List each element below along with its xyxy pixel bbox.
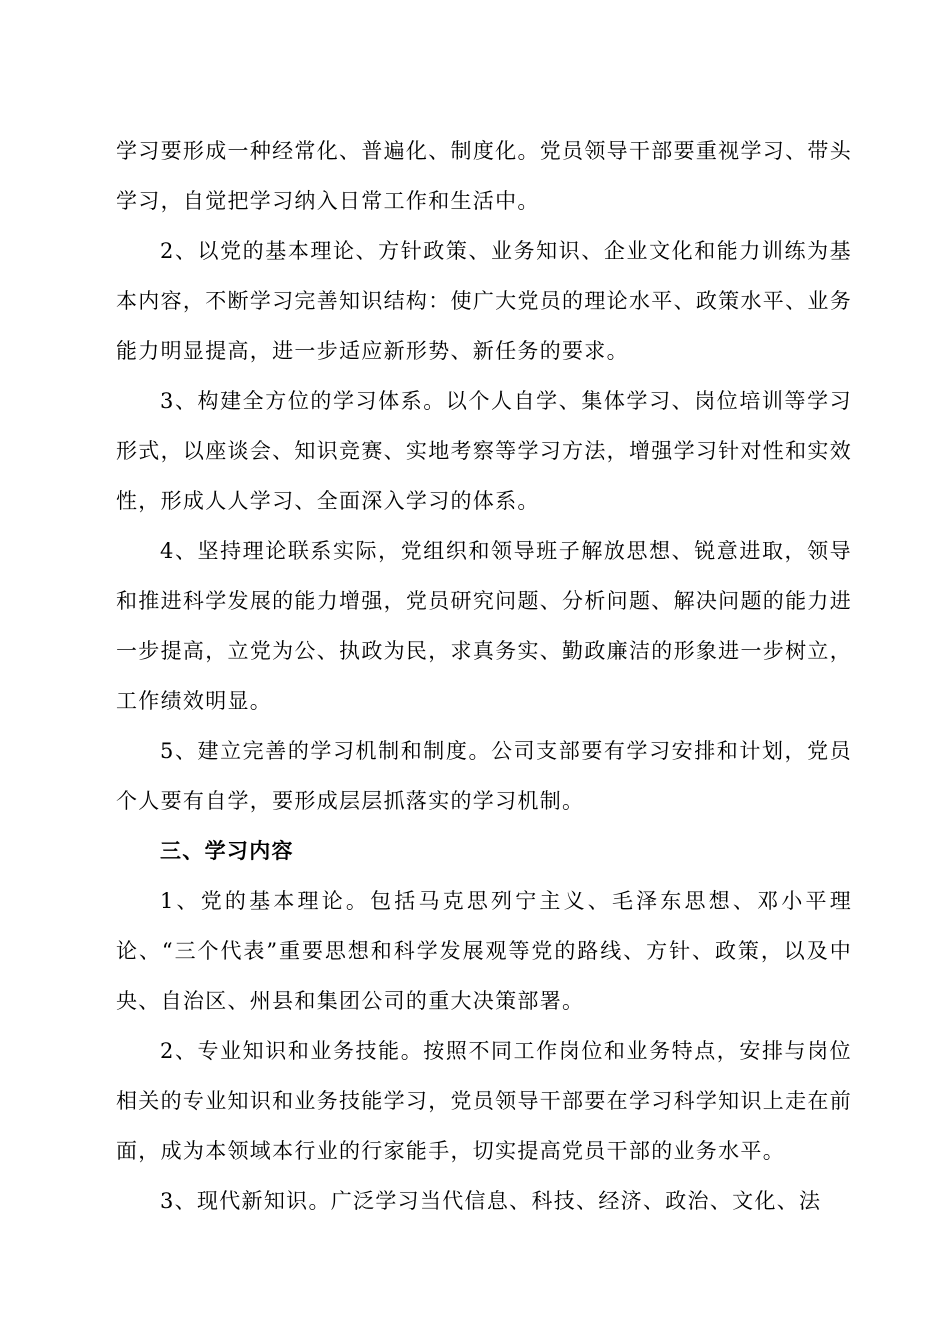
paragraph-continuation: 学习要形成一种经常化、普遍化、制度化。党员领导干部要重视学习、带头学习，自觉把学习纳入日常工作和生活中。 (116, 139, 852, 213)
paragraph-item-3: 3、构建全方位的学习体系。以个人自学、集体学习、岗位培训等学习形式，以座谈会、知识竞赛、实地考察等学习方法，增强学习针对性和实效性，形成人人学习、全面深入学习的体系。 (116, 389, 852, 513)
paragraph-content-1: 1、党的基本理论。包括马克思列宁主义、毛泽东思想、邓小平理论、“三个代表”重要思想和科学发展观等党的路线、方针、政策，以及中央、自治区、州县和集团公司的重大决策部署。 (116, 889, 852, 1013)
paragraph-item-4: 4、坚持理论联系实际，党组织和领导班子解放思想、锐意进取，领导和推进科学发展的能力增强，党员研究问题、分析问题、解决问题的能力进一步提高，立党为公、执政为民，求真务实、勤政廉洁的形象进一步树立，工作绩效明显。 (116, 539, 852, 713)
document-page (116, 126, 852, 1226)
paragraph-content-3: 3、现代新知识。广泛学习当代信息、科技、经济、政治、文化、法 (160, 1189, 822, 1213)
section-heading-learning-content: 三、学习内容 (160, 838, 294, 863)
paragraph-item-2: 2、以党的基本理论、方针政策、业务知识、企业文化和能力训练为基本内容，不断学习完善知识结构：使广大党员的理论水平、政策水平、业务能力明显提高，进一步适应新形势、新任务的要求。 (116, 239, 852, 363)
paragraph-content-2: 2、专业知识和业务技能。按照不同工作岗位和业务特点，安排与岗位相关的专业知识和业务技能学习，党员领导干部要在学习科学知识上走在前面，成为本领域本行业的行家能手，切实提高党员干部的业务水平。 (116, 1039, 852, 1163)
paragraph-item-5: 5、建立完善的学习机制和制度。公司支部要有学习安排和计划，党员个人要有自学，要形成层层抓落实的学习机制。 (116, 739, 852, 813)
